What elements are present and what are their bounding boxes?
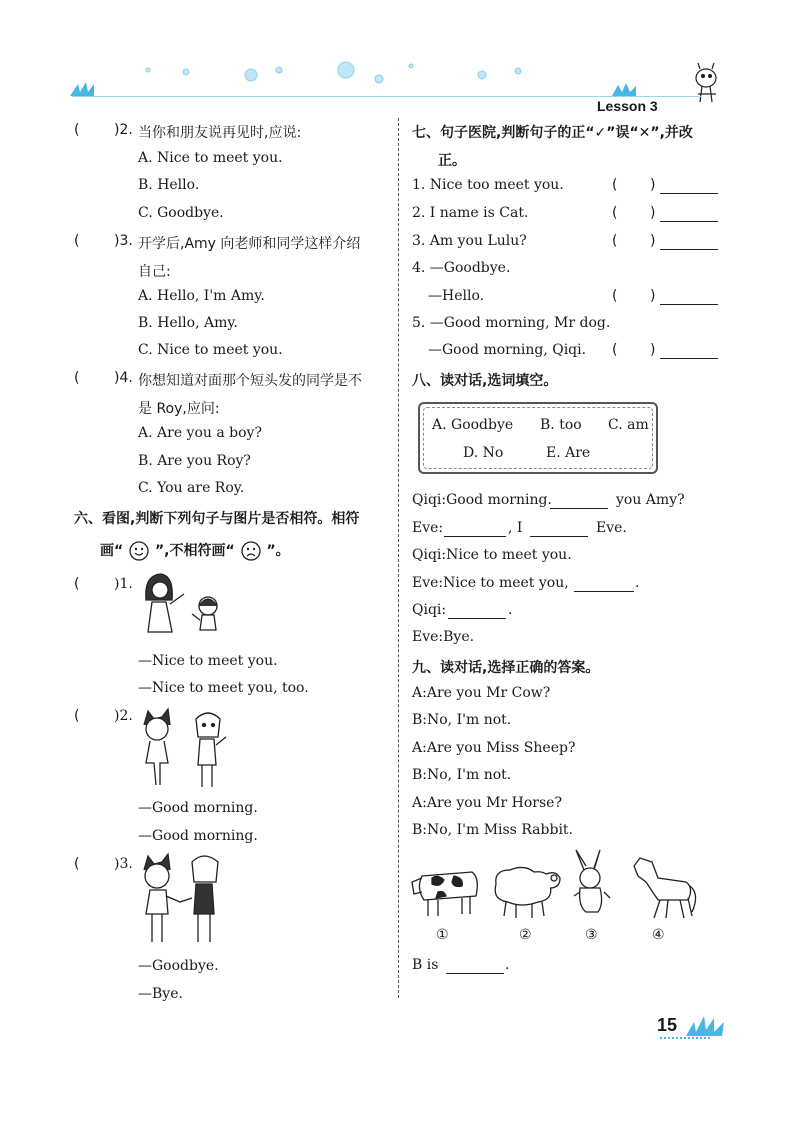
item-number: )1. — [114, 576, 133, 592]
word-option: D. No — [463, 445, 504, 461]
section-8-title: 八、读对话,选词填空。 — [412, 373, 558, 389]
option-c: C. You are Roy. — [138, 480, 245, 496]
correction-blank[interactable] — [660, 345, 718, 359]
sad-face-icon — [240, 540, 262, 562]
option-c: C. Goodbye. — [138, 205, 224, 221]
animal-label: ② — [519, 927, 532, 943]
option-b: B. Are you Roy? — [138, 453, 251, 469]
option-a: A. Nice to meet you. — [138, 150, 283, 166]
correction-blank[interactable] — [660, 291, 718, 305]
dialogue-line: . — [635, 575, 640, 591]
animal-label: ③ — [585, 927, 598, 943]
question-stem: 开学后,Amy 向老师和同学这样介绍 — [138, 236, 361, 252]
dialogue-line: A:Are you Miss Sheep? — [412, 740, 576, 756]
section-7-title-cont: 正。 — [438, 153, 466, 169]
judge-paren[interactable]: ( — [612, 288, 618, 304]
judge-paren[interactable]: ( — [612, 233, 618, 249]
answer-paren[interactable]: ( — [74, 708, 80, 724]
dialogue-line: , I — [508, 520, 523, 536]
option-a: A. Are you a boy? — [138, 425, 262, 441]
column-divider — [398, 118, 399, 998]
horse-icon — [634, 858, 696, 918]
dialogue-line: A:Are you Mr Cow? — [412, 685, 551, 701]
answer-paren[interactable]: ( — [74, 856, 80, 872]
word-option: C. am — [608, 417, 649, 433]
answer-prompt: B is — [412, 957, 439, 973]
question-stem: 你想知道对面那个短头发的同学是不 — [138, 373, 362, 389]
item-number: )3. — [114, 856, 133, 872]
answer-blank[interactable] — [446, 960, 504, 974]
option-b: B. Hello, Amy. — [138, 315, 238, 331]
section-6-title-cont: 画“ ”,不相符画“ ”。 — [100, 540, 290, 562]
section-9-title: 九、读对话,选择正确的答案。 — [412, 660, 600, 676]
dialogue-line: B:No, I'm not. — [412, 712, 512, 728]
option-b: B. Hello. — [138, 177, 200, 193]
dialogue-line: B:No, I'm not. — [412, 767, 512, 783]
judge-paren[interactable]: ( — [612, 342, 618, 358]
judge-paren-close: ) — [650, 233, 656, 249]
fill-blank[interactable] — [448, 605, 506, 619]
question-number: )2. — [114, 122, 133, 138]
dialogue-line: —Good morning. — [138, 800, 258, 816]
fill-blank[interactable] — [530, 523, 588, 537]
dialogue-line: you Amy? — [616, 492, 685, 508]
answer-paren[interactable]: ( — [74, 122, 80, 138]
dialogue-line: Eve: — [412, 520, 444, 536]
section-6-title: 六、看图,判断下列句子与图片是否相符。相符 — [74, 511, 360, 527]
girl-and-dog-illustration — [136, 705, 236, 790]
question-stem-cont: 自己: — [138, 264, 171, 280]
judge-paren-close: ) — [650, 288, 656, 304]
answer-paren[interactable]: ( — [74, 233, 80, 249]
animal-label: ④ — [652, 927, 665, 943]
correction-blank[interactable] — [660, 236, 718, 250]
sentence-text: 2. I name is Cat. — [412, 205, 529, 221]
sentence-text: 3. Am you Lulu? — [412, 233, 527, 249]
question-number: )4. — [114, 370, 133, 386]
fill-blank[interactable] — [550, 495, 608, 509]
judge-paren-close: ) — [650, 205, 656, 221]
header-rule — [72, 96, 702, 97]
dialogue-line: —Bye. — [138, 986, 183, 1002]
page-number: 15 — [657, 1015, 678, 1035]
question-stem-cont: 是 Roy,应问: — [138, 401, 220, 417]
judge-paren-close: ) — [650, 342, 656, 358]
sentence-text: 5. —Good morning, Mr dog. — [412, 315, 611, 331]
dialogue-line: —Goodbye. — [138, 958, 219, 974]
fill-blank[interactable] — [444, 523, 506, 537]
correction-blank[interactable] — [660, 208, 718, 222]
sheep-icon — [495, 867, 560, 918]
dialogue-line: A:Are you Mr Horse? — [412, 795, 562, 811]
judge-paren[interactable]: ( — [612, 205, 618, 221]
dialogue-line: —Nice to meet you. — [138, 653, 278, 669]
word-option: E. Are — [546, 445, 591, 461]
dialogue-line: Qiqi:Good morning. — [412, 492, 552, 508]
fill-blank[interactable] — [574, 578, 634, 592]
smile-face-icon — [128, 540, 150, 562]
judge-paren-close: ) — [650, 177, 656, 193]
answer-paren[interactable]: ( — [74, 576, 80, 592]
dialogue-line: . — [508, 602, 513, 618]
animal-label: ① — [436, 927, 449, 943]
cow-icon — [412, 872, 477, 916]
dialogue-line: Qiqi: — [412, 602, 447, 618]
answer-period: . — [505, 957, 510, 973]
handshake-illustration — [140, 852, 230, 947]
word-option: A. Goodbye — [432, 417, 514, 433]
dialogue-line: Eve. — [596, 520, 627, 536]
kids-greeting-illustration — [136, 570, 236, 640]
dialogue-line: Eve:Bye. — [412, 629, 475, 645]
section-7-title: 七、句子医院,判断句子的正“✓”误“✕”,并改 — [412, 125, 693, 141]
judge-paren[interactable]: ( — [612, 177, 618, 193]
answer-paren[interactable]: ( — [74, 370, 80, 386]
dialogue-line: Eve:Nice to meet you, — [412, 575, 569, 591]
animals-illustration — [408, 848, 698, 926]
option-c: C. Nice to meet you. — [138, 342, 283, 358]
dialogue-line: B:No, I'm Miss Rabbit. — [412, 822, 574, 838]
correction-blank[interactable] — [660, 180, 718, 194]
lesson-title: Lesson 3 — [597, 98, 658, 114]
grass-icon — [686, 1012, 730, 1038]
item-number: )2. — [114, 708, 133, 724]
sentence-text: —Hello. — [428, 288, 485, 304]
dialogue-line: —Good morning. — [138, 828, 258, 844]
sentence-text: 1. Nice too meet you. — [412, 177, 564, 193]
option-a: A. Hello, I'm Amy. — [138, 288, 265, 304]
sentence-text: —Good morning, Qiqi. — [428, 342, 587, 358]
sentence-text: 4. —Goodbye. — [412, 260, 511, 276]
word-option: B. too — [540, 417, 582, 433]
question-number: )3. — [114, 233, 133, 249]
dialogue-line: —Nice to meet you, too. — [138, 680, 309, 696]
rabbit-icon — [574, 850, 610, 912]
word-bank — [418, 402, 658, 474]
question-stem: 当你和朋友说再见时,应说: — [138, 125, 302, 141]
dialogue-line: Qiqi:Nice to meet you. — [412, 547, 572, 563]
